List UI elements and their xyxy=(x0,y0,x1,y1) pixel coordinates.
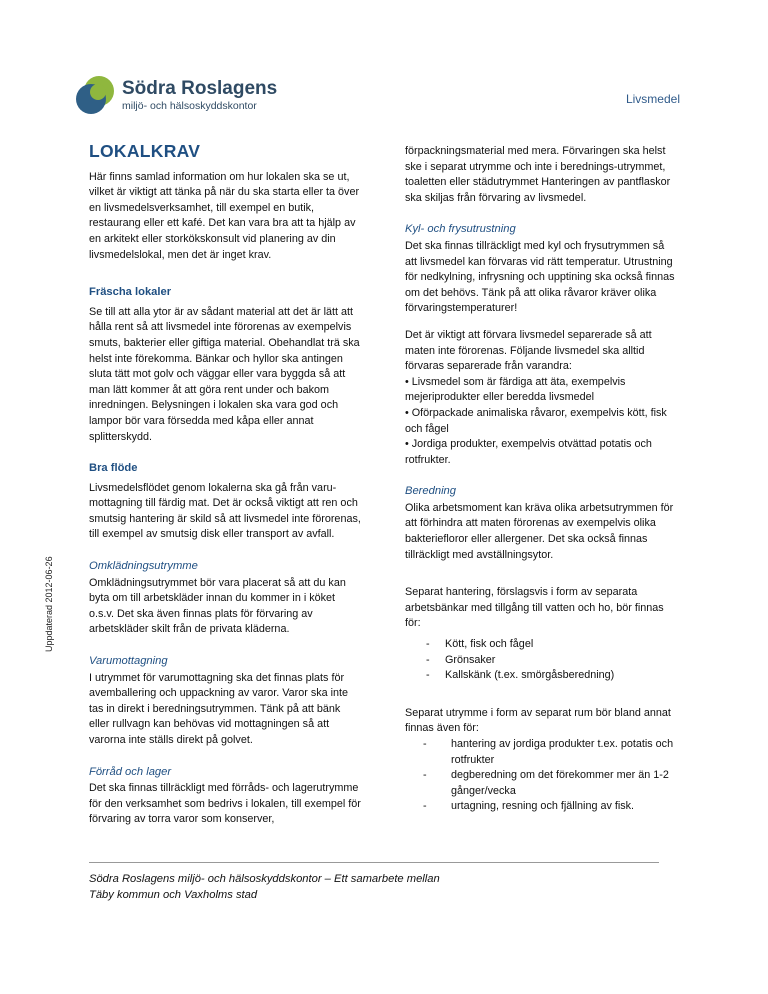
list-item: - hantering av jordiga produkter t.ex. potatis och rotfrukter xyxy=(405,737,679,768)
logo-mark-icon xyxy=(72,74,116,118)
storage-heading: Förråd och lager xyxy=(89,765,172,778)
footer-line: Södra Roslagens miljö- och hälsoskyddskontor – Ett samarbete mellan xyxy=(89,873,440,885)
cold-heading: Kyl- och frysutrustning xyxy=(405,223,516,236)
org-name: Södra Roslagens xyxy=(122,78,278,99)
section-label: Livsmedel xyxy=(625,92,680,106)
prep-text: Olika arbetsmoment kan kräva olika arbetsutrymmen för att förhindra att maten förorenas av exempelvis olika bakteriefloror eller allergener. Det ska också finnas tillräckligt med avställningsytor. xyxy=(405,501,674,561)
organization-logo xyxy=(72,74,302,118)
updated-date: Uppdaterad 2012-06-26 xyxy=(44,556,54,652)
org-subtitle: miljö- och hälsoskyddskontor xyxy=(122,100,257,112)
bench-text: Separat hantering, förslagsvis i form av separata arbetsbänkar med tillgång till vatten och ho, bör finnas för: xyxy=(405,586,664,630)
storage-text: Det ska finnas tillräckligt med förråds- och lagerutrymme för den verksamhet som bedrivs i lokalen, till exempel för förvaring av torra varor som konserver, xyxy=(89,782,361,826)
cold-text: Det ska finnas tillräckligt med kyl och frysutrymmen så att livsmedel kan förvaras vid rätt temperatur. Utrustning för nedkylning, infrysning och upptining ska också finnas om det behövs. Tänk på att olika råvaror kräver olika förvaringstemperaturer! xyxy=(405,239,675,315)
list-item: - Kött, fisk och fågel xyxy=(405,637,679,653)
receiving-heading: Varumottagning xyxy=(89,655,168,668)
list-item: • Livsmedel som är färdiga att äta, exempelvis mejeriprodukter eller beredda livsmedel xyxy=(405,375,626,404)
separate-intro: Det är viktigt att förvara livsmedel separerade så att maten inte förorenas. Följande livsmedel ska alltid förvaras separerade från varandra: xyxy=(405,328,652,373)
prep-heading: Beredning xyxy=(405,485,457,498)
changing-text: Omklädningsutrymmet bör vara placerat så att du kan byta om till arbetskläder innan du kommer in i köket o.s.v. Det ska även finnas plats för förvaring av arbetskläder skilt från de privata kläderna. xyxy=(89,576,346,636)
right-column xyxy=(405,144,679,815)
room-text: Separat utrymme i form av separat rum bör bland annat finnas även för: xyxy=(405,706,671,735)
list-item: - degberedning om det förekommer mer än 1-2 gånger/vecka xyxy=(405,768,679,799)
list-item: - Kallskänk (t.ex. smörgåsberedning) xyxy=(405,668,679,684)
list-item: • Oförpackade animaliska råvaror, exempelvis kött, fisk och fågel xyxy=(405,406,667,435)
flow-heading: Bra flöde xyxy=(89,462,138,475)
storage-continued-text: förpackningsmaterial med mera. Förvaringen ska helst ske i separat utrymme och inte i berednings-utrymmet, toaletten eller städutrymmet Hanteringen av pantflaskor ska skiljas från förvaring av livsmedel. xyxy=(405,145,671,204)
left-column xyxy=(89,141,363,828)
list-item: - Grönsaker xyxy=(405,653,679,669)
bench-list xyxy=(405,637,679,684)
footer xyxy=(89,871,659,903)
footer-line: Täby kommun och Vaxholms stad xyxy=(89,889,258,901)
room-list xyxy=(405,737,679,815)
changing-heading: Omklädningsutrymme xyxy=(89,560,198,573)
footer-divider xyxy=(89,862,659,863)
list-item: - urtagning, resning och fjällning av fisk. xyxy=(405,799,679,815)
intro-text: Här finns samlad information om hur lokalen ska se ut, vilket är viktigt att tänka på när du ska starta eller ta över en livsmedelsverksamhet, till exempel en butik, restaurang eller ett kafé. Det kan vara bra att ta hjälp av en arkitekt eller storkökskonsult vid planering av din livsmedelslokal, men det är inget krav. xyxy=(89,170,360,261)
fresh-heading: Fräscha lokaler xyxy=(89,286,172,299)
flow-text: Livsmedelsflödet genom lokalerna ska gå från varu-mottagning till färdig mat. Det är också viktigt att ren och smutsig hantering är skild så att livsmedel inte förorenas, till exempel av smutsig disk eller transport av avfall. xyxy=(89,481,361,541)
list-item: • Jordiga produkter, exempelvis otvättad potatis och rotfrukter. xyxy=(405,438,652,466)
page-title: LOKALKRAV xyxy=(89,141,201,161)
fresh-text: Se till att alla ytor är av sådant material att det är lätt att hålla rent så att livsmedel inte förorenas av exempelvis smuts, bakterier eller giftiga material. Obehandlat trä ska helst inte förekomma. Bänkar och hyllor ska antingen sluta tätt mot golv och väggar eller vara byggda så att man lätt kommer åt att göra rent under och bakom inredningen. Belysningen i lokalen ska vara god och lampor bör vara försedda med kåpa eller annat splitterskydd. xyxy=(89,305,360,443)
receiving-text: I utrymmet för varumottagning ska det finnas plats för avemballering och uppackning av varor. Varor ska inte tas in direkt i beredningsutrymmen. Tänk på att bänk eller rullvagn kan behövas vid mottagningen så att varorna inte ställs direkt på golvet. xyxy=(89,671,349,746)
